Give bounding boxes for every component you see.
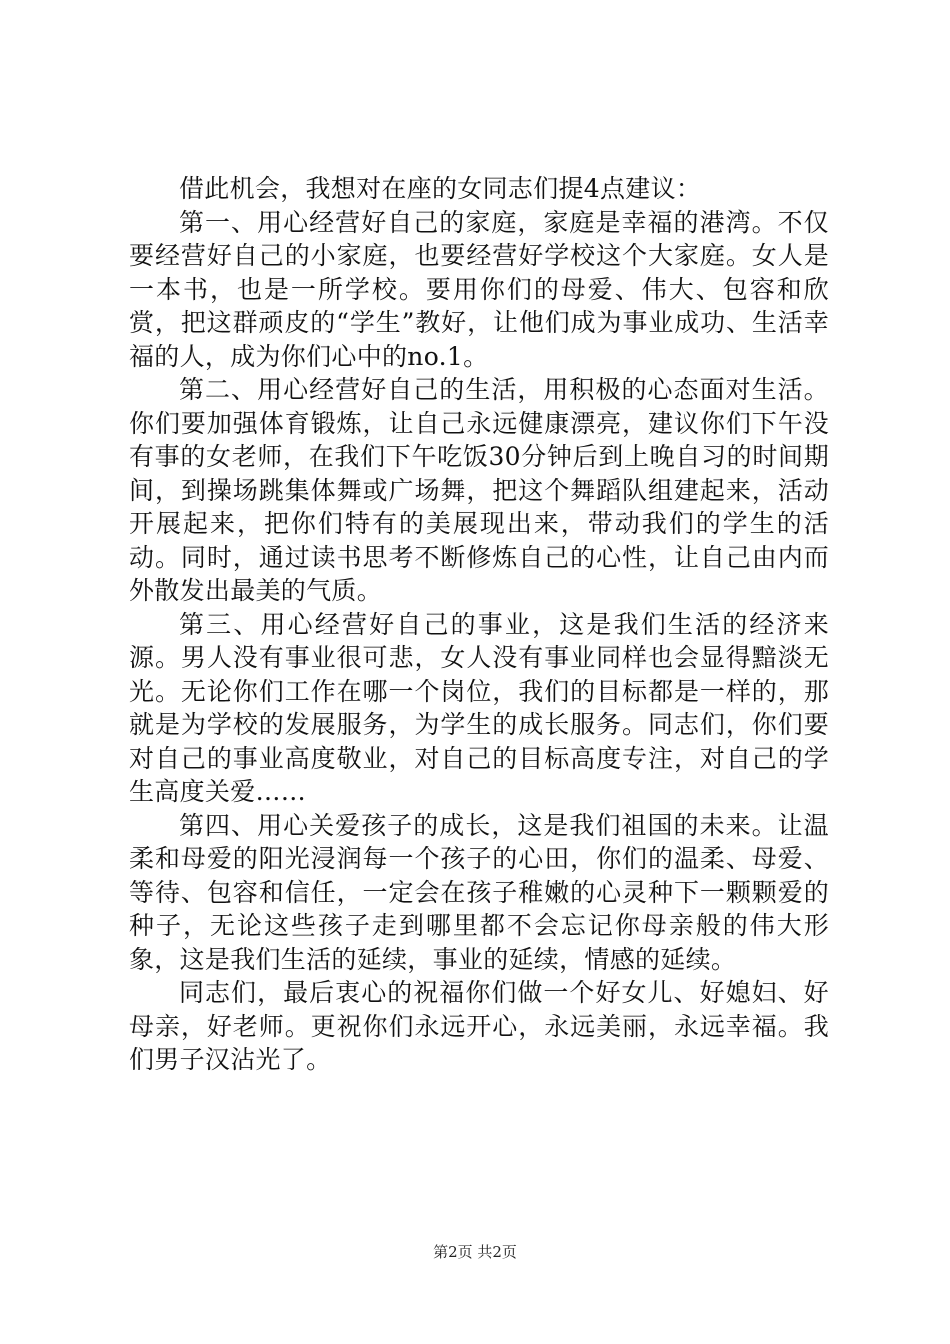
- closing-paragraph: 同志们，最后衷心的祝福你们做一个好女儿、好媳妇、好母亲，好老师。更祝你们永远开心，永远美丽，永远幸福。我们男子汉沾光了。: [129, 978, 829, 1074]
- point-four-paragraph: 第四、用心关爱孩子的成长，这是我们祖国的未来。让温柔和母爱的阳光浸润每一个孩子的心田，你们的温柔、母爱、等待、包容和信任，一定会在孩子稚嫩的心灵种下一颗颗爱的种子，无论这些孩子走到哪里都不会忘记你母亲般的伟大形象，这是我们生活的延续，事业的延续，情感的延续。: [129, 810, 829, 974]
- intro-paragraph: 借此机会，我想对在座的女同志们提4点建议：: [179, 174, 702, 203]
- point-two-paragraph: 第二、用心经营好自己的生活，用积极的心态面对生活。你们要加强体育锻炼，让自己永远健康漂亮，建议你们下午没有事的女老师，在我们下午吃饭30分钟后到上晚自习的时间期间，到操场跳集体舞或广场舞，把这个舞蹈队组建起来，活动开展起来，把你们特有的美展现出来，带动我们的学生的活动。同时，通过读书思考不断修炼自己的心性，让自己由内而外散发出最美的气质。: [129, 375, 829, 605]
- page-number-footer: 第2页 共2页: [433, 1243, 517, 1261]
- point-one-paragraph: 第一、用心经营好自己的家庭，家庭是幸福的港湾。不仅要经营好自己的小家庭，也要经营好学校这个大家庭。女人是一本书，也是一所学校。要用你们的母爱、伟大、包容和欣赏，把这群顽皮的“学生”教好，让他们成为事业成功、生活幸福的人，成为你们心中的no.1。: [129, 207, 829, 371]
- point-three-paragraph: 第三、用心经营好自己的事业，这是我们生活的经济来源。男人没有事业很可悲，女人没有事业同样也会显得黯淡无光。无论你们工作在哪一个岗位，我们的目标都是一样的，那就是为学校的发展服务，为学生的成长服务。同志们，你们要对自己的事业高度敬业，对自己的目标高度专注，对自己的学生高度关爱……: [129, 609, 829, 806]
- document-body: [129, 172, 829, 1077]
